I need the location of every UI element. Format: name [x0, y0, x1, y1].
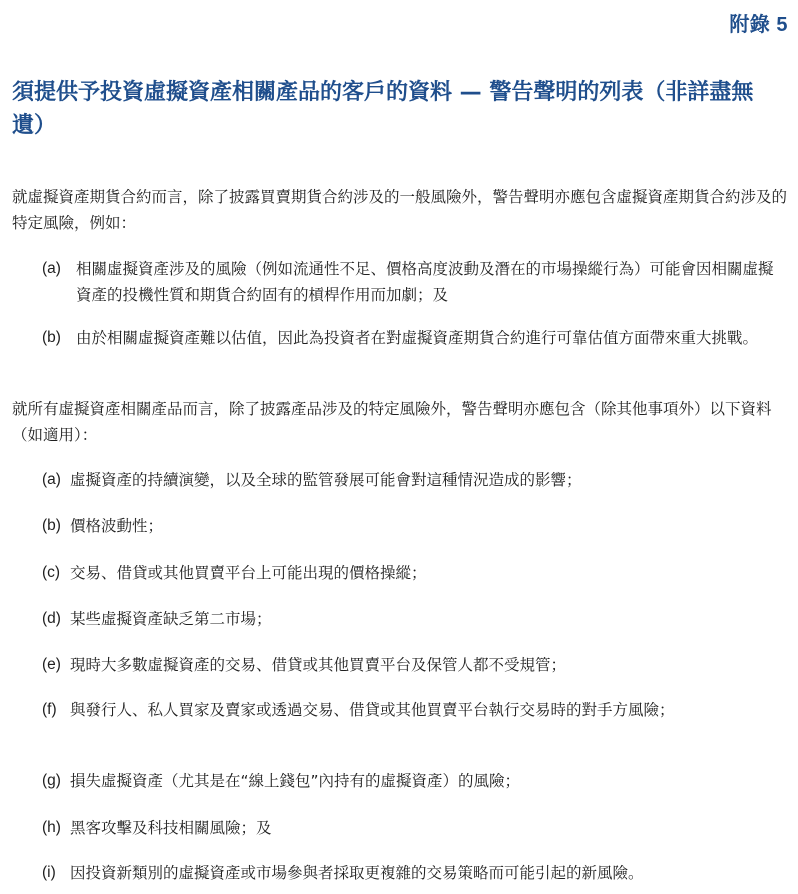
list-item-label: (b): [42, 517, 61, 534]
list-item-text: 虛擬資產的持續演變，以及全球的監管發展可能會對這種情況造成的影響；: [70, 471, 582, 489]
list-item-text: 相關虛擬資產涉及的風險（例如流通性不足、價格高度波動及潛在的市場操縱行為）可能會因相關虛擬資產的投機性質和期貨合約固有的槓桿作用而加劇；及: [76, 260, 774, 304]
appendix-label: 附錄 5: [729, 14, 788, 36]
section2-intro: 就所有虛擬資產相關產品而言，除了披露產品涉及的特定風險外，警告聲明亦應包含（除其他事項外）以下資料（如適用）：: [12, 400, 772, 444]
list-item-label: (a): [42, 260, 61, 277]
list-item: [42, 606, 782, 632]
list-item-label: (c): [42, 564, 61, 581]
list-item: [42, 697, 782, 723]
list-item-text: 價格波動性；: [70, 517, 164, 535]
list-item-text: 由於相關虛擬資產難以估值，因此為投資者在對虛擬資產期貨合約進行可靠估值方面帶來重大挑戰。: [76, 329, 759, 347]
list-item-label: (e): [42, 656, 61, 673]
list-item-label: (f): [42, 701, 57, 718]
list-item-label: (h): [42, 819, 61, 836]
list-item-text: 黑客攻擊及科技相關風險；及: [70, 819, 272, 837]
list-item: [42, 513, 782, 539]
list-item-label: (g): [42, 772, 61, 789]
list-item: [42, 768, 782, 794]
list-item-label: (a): [42, 471, 61, 488]
list-item-text: 損失虛擬資產（尤其是在“線上錢包”內持有的虛擬資產）的風險；: [70, 772, 521, 790]
list-item: [42, 860, 782, 886]
list-item-text: 交易、借貸或其他買賣平台上可能出現的價格操縱；: [70, 564, 427, 582]
list-item-label: (d): [42, 610, 61, 627]
list-item-text: 現時大多數虛擬資產的交易、借貸或其他買賣平台及保管人都不受規管；: [70, 656, 567, 674]
list-item-label: (i): [42, 864, 56, 881]
page-title: 須提供予投資虛擬資產相關產品的客戶的資料 — 警告聲明的列表（非詳盡無遺）: [12, 80, 754, 138]
list-item: [42, 256, 782, 308]
list-item: [42, 815, 782, 841]
list-item: [42, 652, 782, 678]
list-item-text: 某些虛擬資產缺乏第二市場；: [70, 610, 272, 628]
list-item-text: 與發行人、私人買家及賣家或透過交易、借貸或其他買賣平台執行交易時的對手方風險；: [70, 701, 675, 719]
list-item-text: 因投資新類別的虛擬資產或市場參與者採取更複雜的交易策略而可能引起的新風險。: [70, 864, 644, 882]
list-item: [42, 325, 782, 351]
list-item: [42, 467, 782, 493]
section1-intro: 就虛擬資產期貨合約而言，除了披露買賣期貨合約涉及的一般風險外，警告聲明亦應包含虛擬資產期貨合約涉及的特定風險，例如：: [12, 188, 788, 232]
list-item: [42, 560, 782, 586]
list-item-label: (b): [42, 329, 61, 346]
